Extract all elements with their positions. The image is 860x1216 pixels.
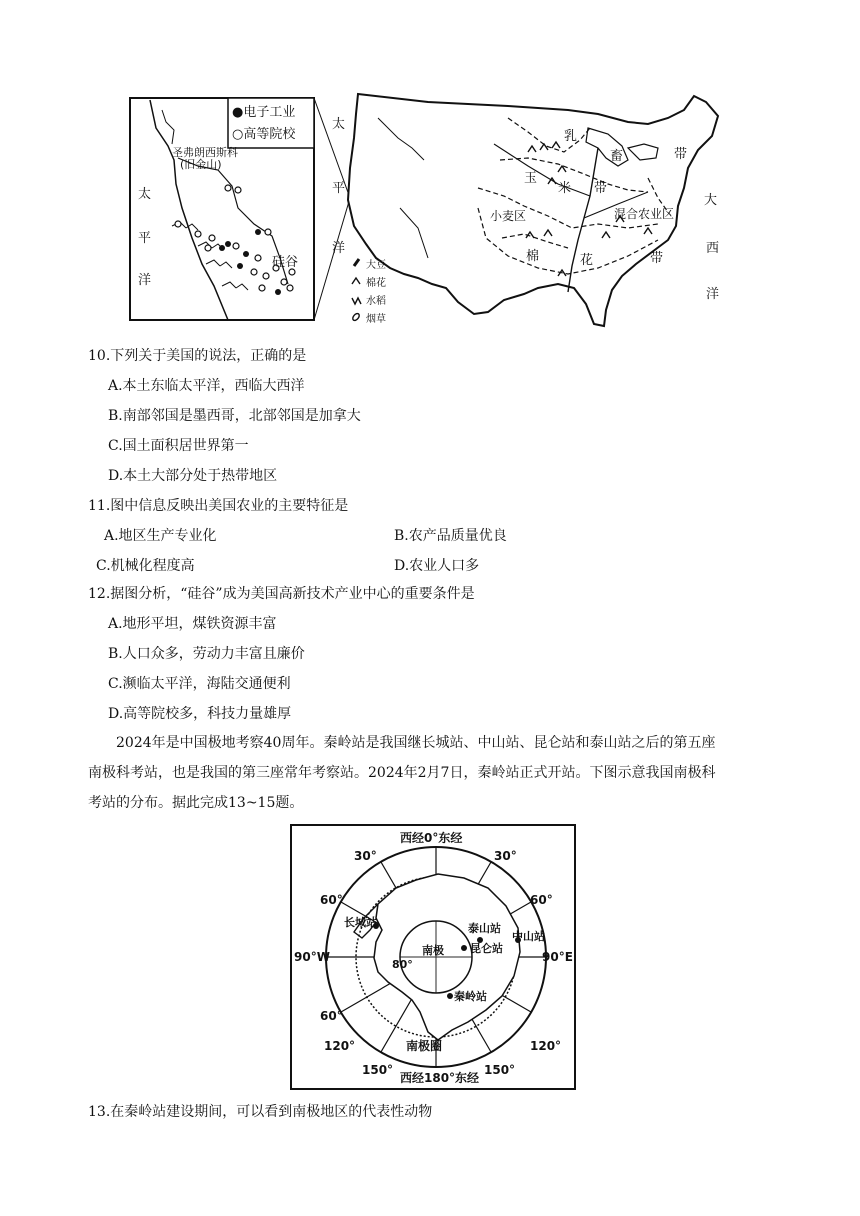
mixed-farming-label: 混合农业区 <box>614 207 675 221</box>
qinling-marker <box>447 993 453 999</box>
atlantic-char-2: 西 <box>706 241 720 256</box>
qinling-label: 秦岭站 <box>454 990 487 1003</box>
taishan-label: 泰山站 <box>468 922 501 935</box>
question-11-option-c[interactable]: C.机械化程度高 <box>96 558 195 574</box>
question-10-option-a[interactable]: A.本土东临太平洋，西临大西洋 <box>108 378 305 394</box>
inset-ocean-char-1: 太 <box>138 187 152 202</box>
cotton-char-3: 带 <box>650 251 664 266</box>
question-10-option-c[interactable]: C.国土面积居世界第一 <box>108 438 249 454</box>
silicon-valley-label: 硅谷 <box>272 255 299 270</box>
question-13-stem: 13.在秦岭站建设期间，可以看到南极地区的代表性动物 <box>88 1104 433 1120</box>
legend-rice: 水稻 <box>366 296 386 307</box>
tick-150-east: 150° <box>484 1063 516 1077</box>
tick-30-east: 30° <box>494 849 517 863</box>
tick-60-upper-west: 60° <box>320 893 343 907</box>
tick-30-west: 30° <box>354 849 377 863</box>
cotton-char-2: 花 <box>580 253 594 268</box>
passage-line-1: 2024年是中国极地考察40周年。秦岭站是我国继长城站、中山站、昆仑站和泰山站之后的第五座 <box>116 735 716 751</box>
changcheng-label: 长城站 <box>344 916 377 929</box>
lat-80-label: 80° <box>392 958 413 971</box>
dairy-char-2: 畜 <box>610 149 624 164</box>
question-12-option-c[interactable]: C.濒临太平洋，海陆交通便利 <box>108 676 291 692</box>
atlantic-char-1: 大 <box>704 193 718 208</box>
inset-legend-universities: ○高等院校 <box>232 127 296 142</box>
east-90-label: 90°E <box>542 950 573 964</box>
tick-60-lower-west: 60° <box>320 1009 343 1023</box>
inset-legend-electronics: ●电子工业 <box>232 105 296 120</box>
dairy-char-1: 乳 <box>564 129 578 144</box>
question-10-option-d[interactable]: D.本土大部分处于热带地区 <box>108 468 278 484</box>
question-12-stem: 12.据图分析，“硅谷”成为美国高新技术产业中心的重要条件是 <box>88 586 475 602</box>
antarctic-map-svg <box>292 826 574 1088</box>
question-12-option-a[interactable]: A.地形平坦，煤铁资源丰富 <box>108 616 277 632</box>
antarctic-map-frame <box>290 824 576 1090</box>
question-11-option-d[interactable]: D.农业人口多 <box>394 558 480 574</box>
corn-char-1: 玉 <box>524 171 538 186</box>
tick-60-upper-east: 60° <box>530 893 553 907</box>
wheat-label: 小麦区 <box>490 209 527 223</box>
tick-150-west: 150° <box>362 1063 394 1077</box>
question-10-option-b[interactable]: B.南部邻国是墨西哥，北部邻国是加拿大 <box>108 408 361 424</box>
usa-main-legend <box>352 258 386 325</box>
antarctic-circle-label: 南极圈 <box>406 1039 443 1053</box>
south-pole-label: 南极 <box>422 944 444 957</box>
inset-city-alt: (旧金山) <box>180 158 222 171</box>
question-11-option-a[interactable]: A.地区生产专业化 <box>104 528 217 544</box>
legend-cotton: 棉花 <box>366 278 386 289</box>
tick-120-east: 120° <box>530 1039 562 1053</box>
atlantic-char-3: 洋 <box>706 287 720 302</box>
top-meridian-label: 西经0°东经 <box>400 831 463 845</box>
usa-map-svg <box>128 88 732 332</box>
question-11-stem: 11.图中信息反映出美国农业的主要特征是 <box>88 498 349 514</box>
zhongshan-label: 中山站 <box>512 930 545 943</box>
inset-ocean-char-2: 平 <box>138 231 152 246</box>
pacific-char-3: 洋 <box>332 241 346 256</box>
corn-char-2: 米 <box>558 181 572 196</box>
passage-line-2: 南极科考站，也是我国的第三座常年考察站。2024年2月7日，秦岭站正式开站。下图示意我国南极科 <box>88 765 716 781</box>
kunlun-marker <box>461 945 467 951</box>
passage-line-3: 考站的分布。据此完成13~15题。 <box>88 795 304 811</box>
west-90-label: 90°W <box>294 950 330 964</box>
corn-char-3: 带 <box>594 181 608 196</box>
pacific-char-2: 平 <box>332 181 346 196</box>
cotton-char-1: 棉 <box>526 249 540 264</box>
legend-soybean: 大豆 <box>366 260 386 271</box>
question-12-option-d[interactable]: D.高等院校多，科技力量雄厚 <box>108 706 292 722</box>
question-12-option-b[interactable]: B.人口众多，劳动力丰富且廉价 <box>108 646 305 662</box>
question-10-stem: 10.下列关于美国的说法，正确的是 <box>88 348 307 364</box>
question-11-option-b[interactable]: B.农产品质量优良 <box>394 528 507 544</box>
kunlun-label: 昆仑站 <box>470 942 503 955</box>
bottom-meridian-label: 西经180°东经 <box>400 1071 480 1085</box>
inset-city-name: 圣弗朗西斯科 <box>172 146 238 159</box>
pacific-char-1: 太 <box>332 117 346 132</box>
belt-char: 带 <box>674 147 688 162</box>
tick-120-west: 120° <box>324 1039 356 1053</box>
usa-map-figure <box>128 88 732 332</box>
inset-ocean-char-3: 洋 <box>138 273 152 288</box>
legend-tobacco: 烟草 <box>366 314 386 325</box>
